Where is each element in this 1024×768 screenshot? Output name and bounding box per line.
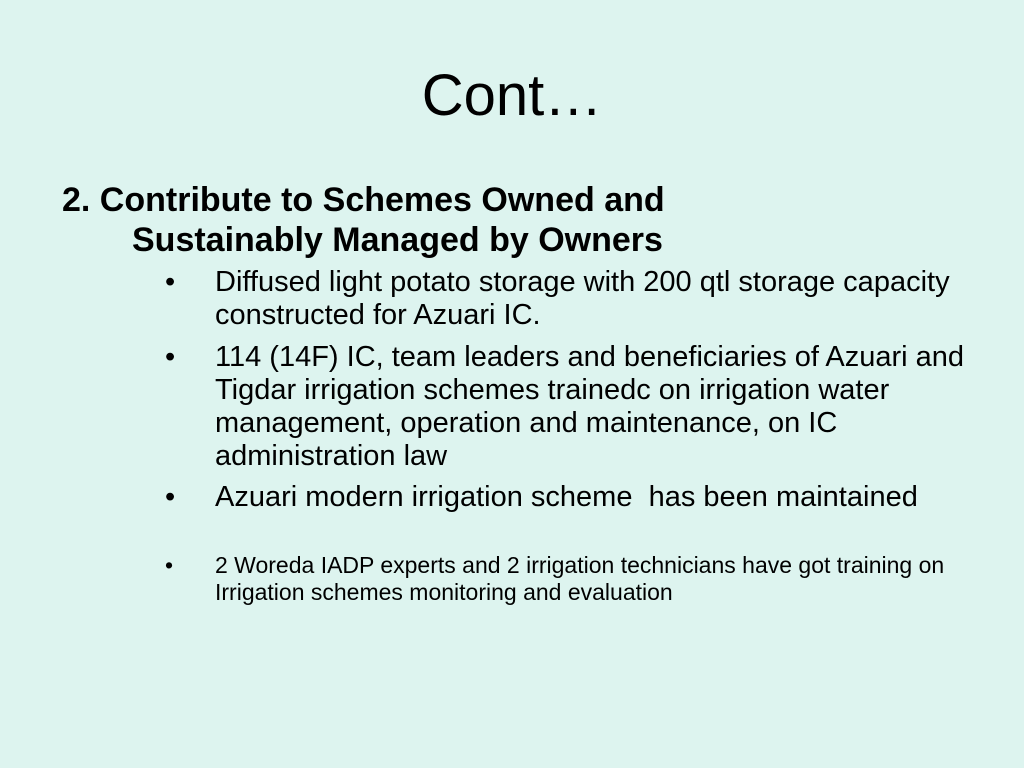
bullet-icon: • <box>165 552 174 578</box>
bullet-item <box>165 552 965 606</box>
bullet-item <box>165 481 965 514</box>
bullet-text: 114 (14F) IC, team leaders and beneficiaries of Azuari and Tigdar irrigation schemes trainedc on irrigation water management, operation and maintenance, on IC administration law <box>215 341 965 472</box>
bullet-text: Diffused light potato storage with 200 qtl storage capacity constructed for Azuari IC. <box>215 266 950 331</box>
bullet-icon: • <box>165 341 176 373</box>
bullet-item <box>165 266 965 332</box>
bullet-item <box>165 341 965 473</box>
slide-title: Cont… <box>421 63 603 128</box>
section-heading-line-1: 2. Contribute to Schemes Owned and <box>62 181 665 219</box>
section-heading <box>62 180 822 260</box>
section-heading-line-2: Sustainably Managed by Owners <box>132 221 663 259</box>
bullet-text: 2 Woreda IADP experts and 2 irrigation technicians have got training on Irrigation schemes monitoring and evaluation <box>215 552 945 605</box>
bullet-icon: • <box>165 266 176 298</box>
bullet-text: Azuari modern irrigation scheme has been maintained <box>215 481 918 513</box>
bullet-icon: • <box>165 481 176 513</box>
